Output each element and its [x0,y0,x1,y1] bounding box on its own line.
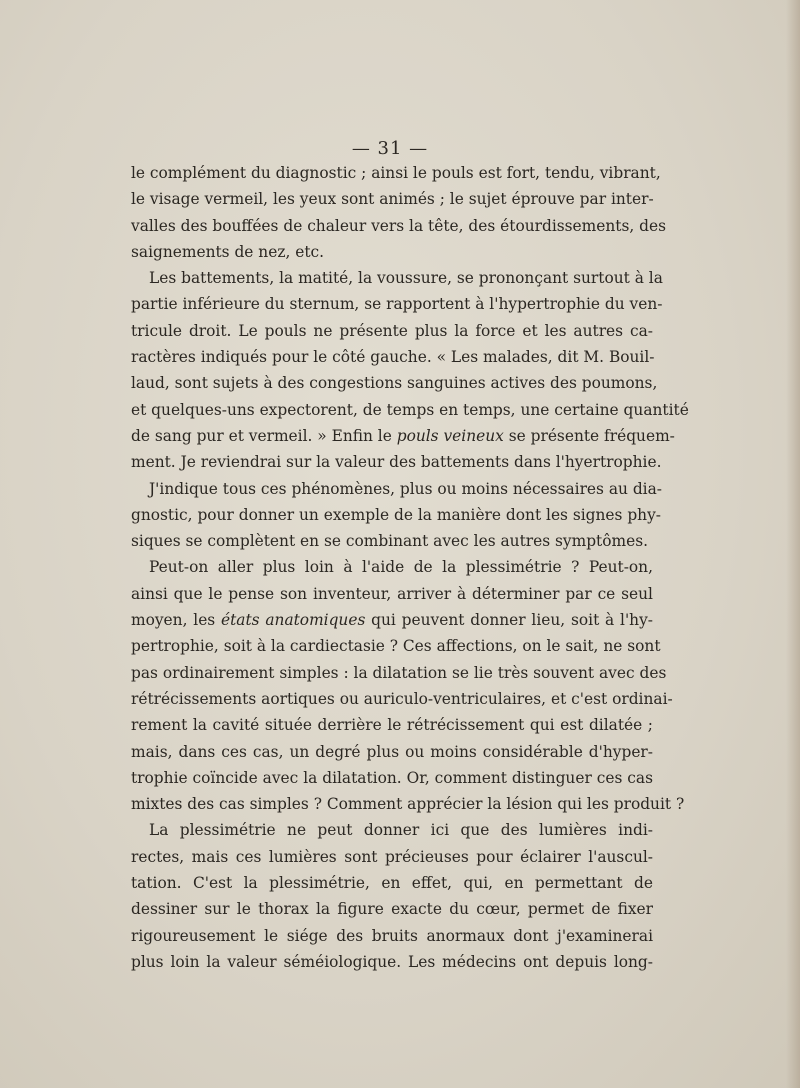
text-line: rétrécissements aortiques ou auriculo-ventriculaires, et c'est ordinai- [131,689,673,708]
text-line: pas ordinairement simples : la dilatation se lie très souvent avec des [131,663,667,682]
text-line: tation. C'est la plessimétrie, en effet, qui, en permettant de [131,874,653,893]
text-line: J'indique tous ces phénomènes, plus ou moins nécessaires au dia- [149,479,662,498]
text-segment: de sang pur et vermeil. » Enfin le [131,426,397,445]
text-segment: se présente fréquem- [503,426,675,445]
italic-term: états anatomiques [221,611,366,630]
page-number: — 31 — [351,138,429,159]
text-line: mais, dans ces cas, un degré plus ou moins considérable d'hyper- [131,742,653,761]
text-line: pertrophie, soit à la cardiectasie ? Ces affections, on le sait, ne sont [131,637,661,656]
text-line: siques se complètent en se combinant avec les autres symptômes. [131,532,648,551]
italic-term: pouls veineux [396,426,504,445]
text-line: laud, sont sujets à des congestions sanguines actives des poumons, [131,374,658,393]
text-line: saignements de nez, etc. [131,242,325,261]
text-line: valles des bouffées de chaleur vers la tête, des étourdissements, des [131,216,666,235]
text-segment: moyen, les [131,611,221,630]
text-line: dessiner sur le thorax la figure exacte du cœur, permet de fixer [131,900,653,919]
text-line: La plessimétrie ne peut donner ici que des lumières indi- [149,821,653,840]
text-line: Les battements, la matité, la voussure, se prononçant surtout à la [149,269,663,288]
text-line: le visage vermeil, les yeux sont animés ; le sujet éprouve par inter- [131,190,654,209]
text-line: ment. Je reviendrai sur la valeur des battements dans l'hyertrophie. [131,453,662,472]
text-line: le complément du diagnostic ; ainsi le pouls est fort, tendu, vibrant, [131,164,661,182]
text-line: Peut-on aller plus loin à l'aide de la plessimétrie ? Peut-on, [149,558,653,577]
text-line: ainsi que le pense son inventeur, arriver à déterminer par ce seul [131,584,653,603]
text-line: rement la cavité située derrière le rétrécissement qui est dilatée ; [131,716,653,735]
text-line: ractères indiqués pour le côté gauche. « Les malades, dit M. Bouil- [131,348,655,367]
text-line: rectes, mais ces lumières sont précieuses pour éclairer l'auscul- [131,847,653,866]
text-line: trophie coïncide avec la dilatation. Or, comment distinguer ces cas [131,768,653,787]
text-line [131,607,653,633]
text-line: plus loin la valeur séméiologique. Les médecins ont depuis long- [131,952,653,971]
body-text [131,160,689,975]
text-line [131,423,675,449]
page-edge-shadow [786,0,800,1088]
text-segment: qui peuvent donner lieu, soit à l'hy- [365,611,653,630]
text-line: gnostic, pour donner un exemple de la manière dont les signes phy- [131,505,661,524]
text-line: rigoureusement le siége des bruits anormaux dont j'examinerai [131,926,653,945]
text-line: et quelques-uns expectorent, de temps en temps, une certaine quantité [131,400,689,419]
text-line: tricule droit. Le pouls ne présente plus la force et les autres ca- [131,321,653,340]
text-line: mixtes des cas simples ? Comment apprécier la lésion qui les produit ? [131,795,685,814]
text-line: partie inférieure du sternum, se rapportent à l'hypertrophie du ven- [131,295,663,314]
